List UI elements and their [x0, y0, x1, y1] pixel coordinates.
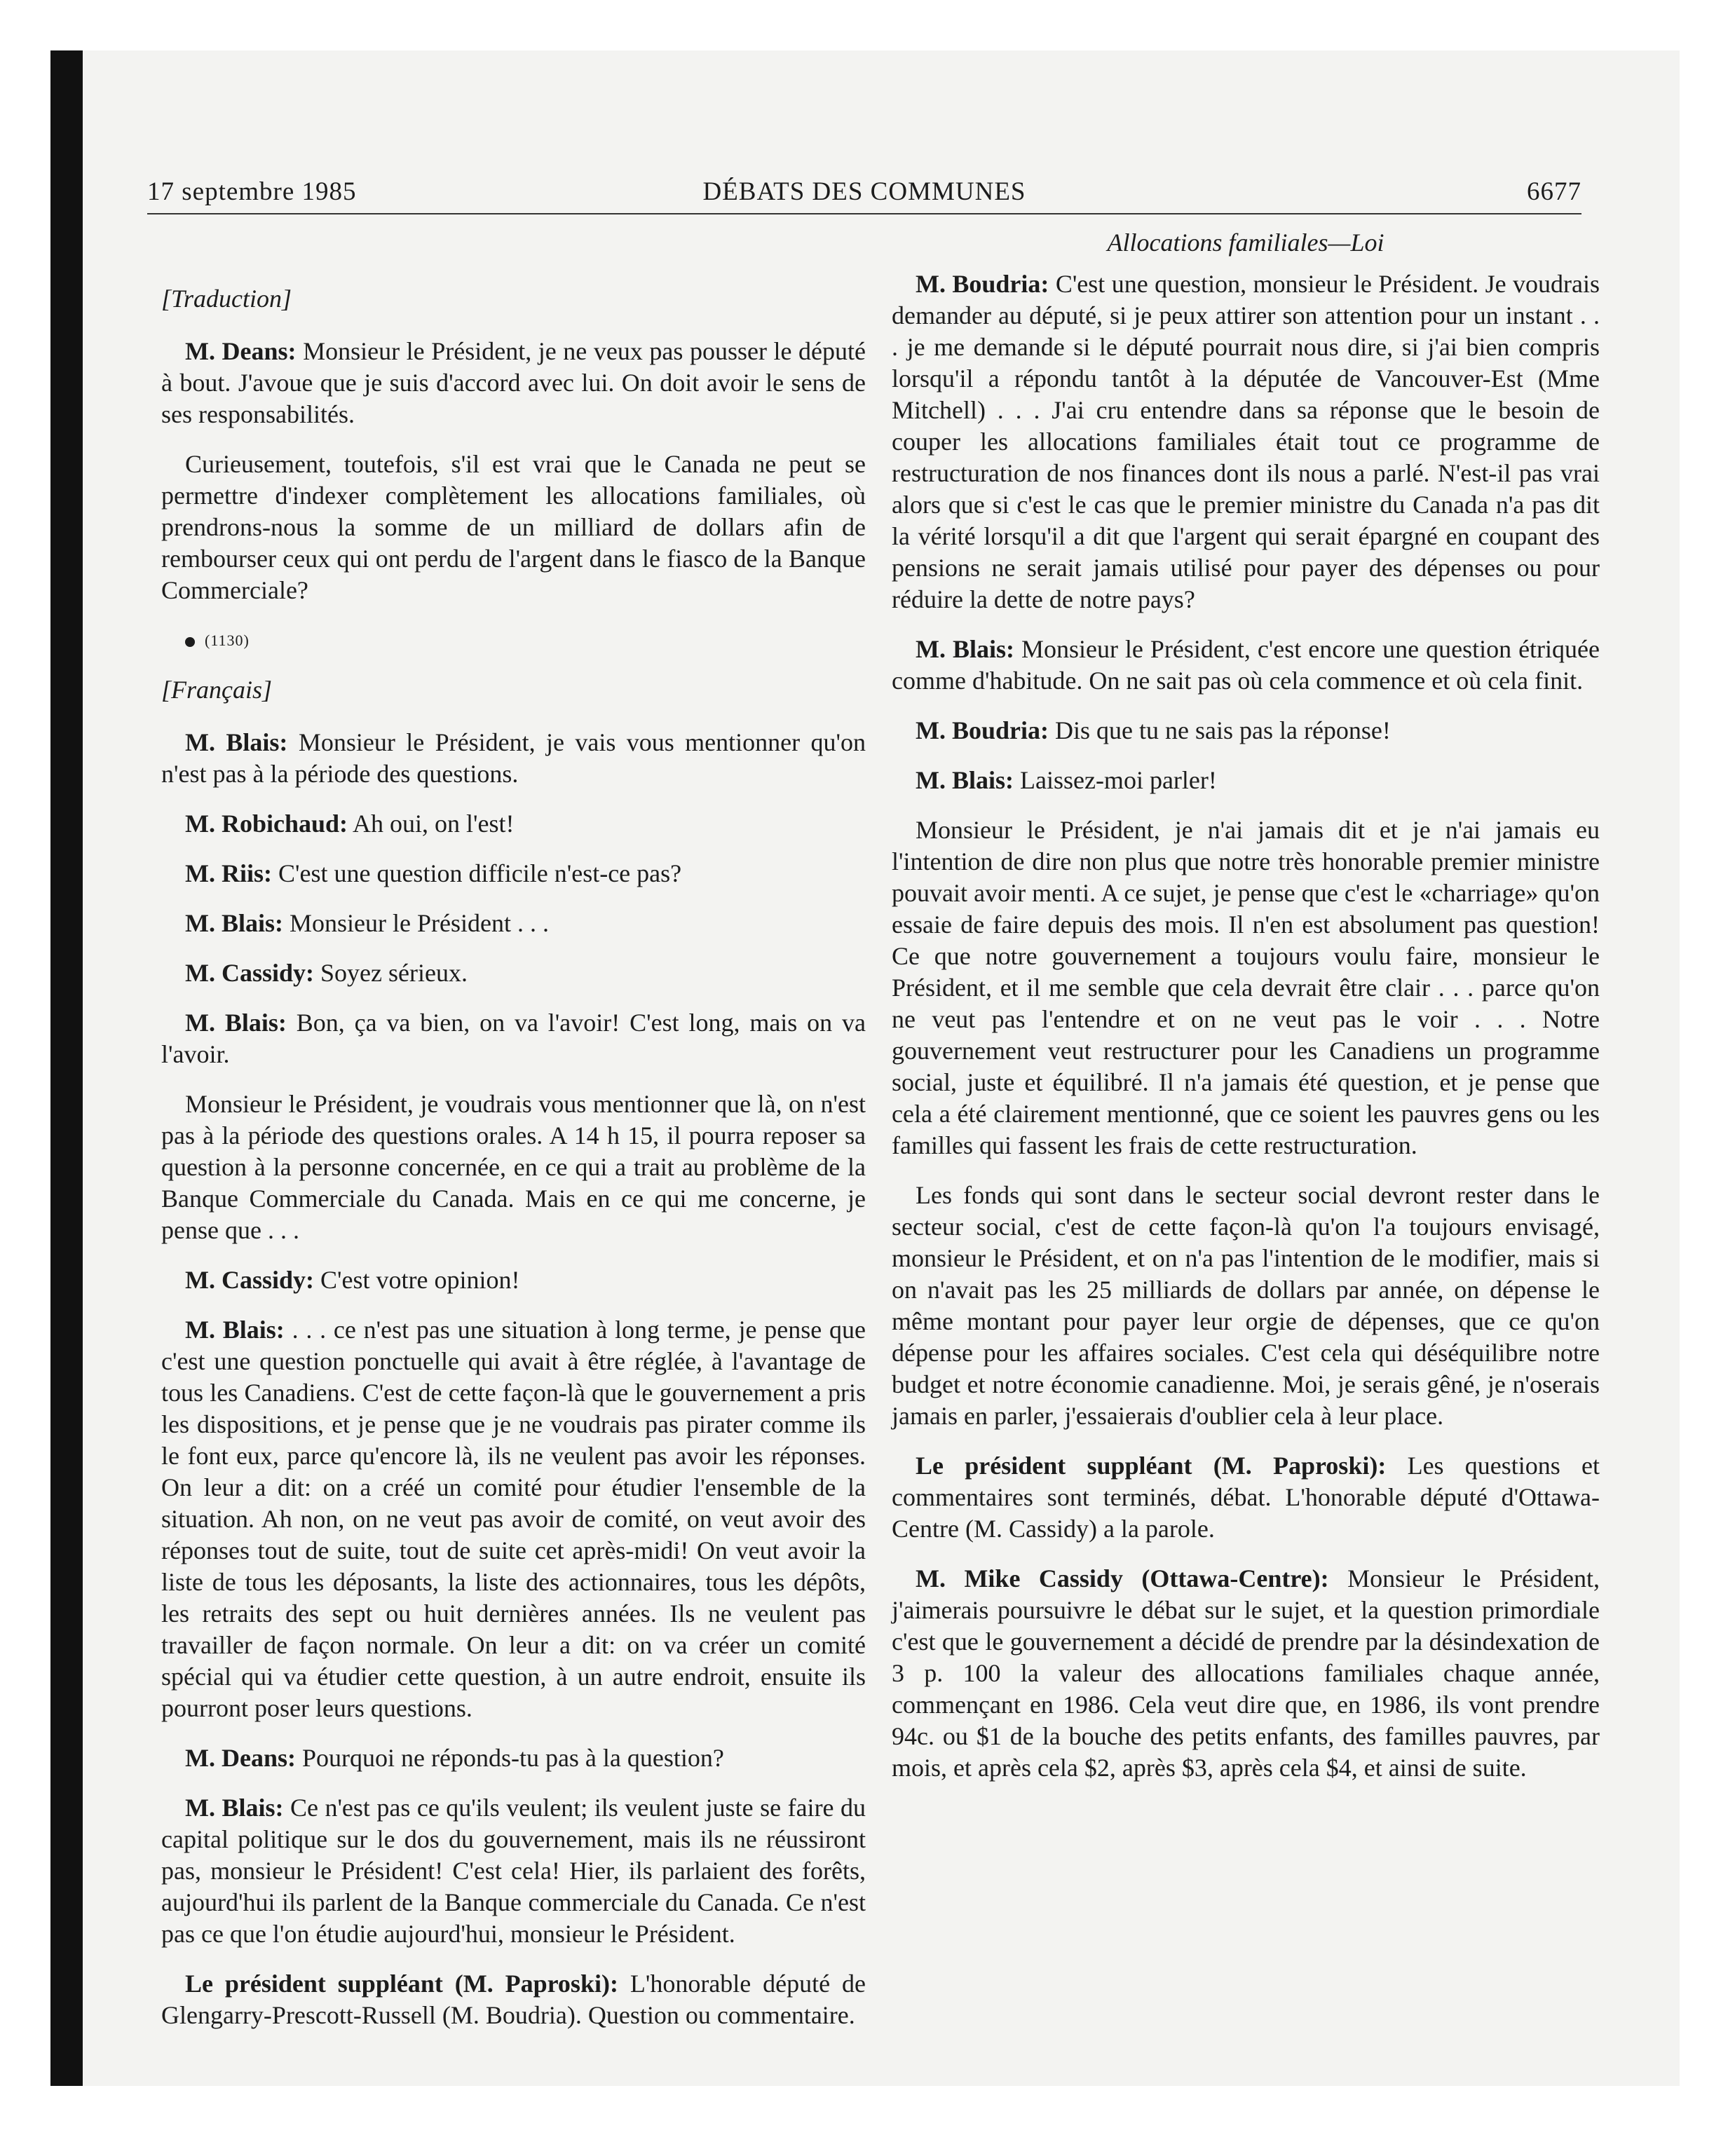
speech-cassidy-1 — [161, 957, 866, 989]
speaker-name: Le président suppléant (M. Paproski): — [916, 1452, 1387, 1480]
speech-cassidy-3 — [892, 1563, 1600, 1784]
page-header — [147, 177, 1581, 214]
header-page-number: 6677 — [1527, 177, 1581, 206]
speech-text: Bon, ça va bien, on va l'avoir! C'est long, mais on va l'avoir. — [161, 1009, 866, 1068]
speech-blais-3 — [161, 1007, 866, 1070]
speaker-name: M. Cassidy: — [185, 1266, 315, 1294]
speech-text: Les questions et commentaires sont terminés, débat. L'honorable député d'Ottawa-Centre (M. Cassidy) a la parole. — [892, 1452, 1600, 1543]
translation-tag: [Traduction] — [161, 285, 292, 313]
speech-robichaud — [161, 808, 866, 840]
speech-speaker-1 — [161, 1968, 866, 2031]
speech-paragraph: Les fonds qui sont dans le secteur social devront rester dans le secteur social, c'est de cette façon-là qu'on l'a toujours envisagé, monsieur le Président, et on n'a pas l'intention de le modifier, mais si on n'avait pas les 25 milliards de dollars par année, on dépense le même montant pour payer leur orgie de dépenses, que ce qu'on dépense pour les affaires sociales. C'est cela qui déséquilibre notre budget et notre économie canadienne. Moi, je serais gêné, je n'oserais jamais en parler, j'essaierais d'oublier cela à leur place. — [892, 1181, 1600, 1430]
header-title: DÉBATS DES COMMUNES — [702, 177, 1026, 206]
time-marker-text: (1130) — [205, 632, 250, 649]
speaker-name: M. Boudria: — [916, 716, 1049, 744]
speaker-name: M. Cassidy: — [185, 959, 315, 987]
speaker-name: M. Blais: — [916, 635, 1014, 663]
speaker-name: M. Blais: — [185, 1009, 287, 1037]
speaker-name: M. Blais: — [916, 766, 1014, 794]
speech-text: Soyez sérieux. — [320, 959, 468, 987]
speech-cassidy-2 — [161, 1264, 866, 1296]
speech-blais-6 — [892, 634, 1600, 697]
speech-blais-1 — [161, 727, 866, 790]
speech-blais-7 — [892, 765, 1600, 796]
speaker-name: M. Robichaud: — [185, 810, 348, 838]
speech-deans-2 — [161, 1742, 866, 1774]
speaker-name: M. Blais: — [185, 909, 283, 937]
speech-text: Laissez-moi parler! — [1020, 766, 1217, 794]
speech-text: C'est votre opinion! — [320, 1266, 520, 1294]
bullet-icon — [185, 637, 195, 647]
speech-boudria-2 — [892, 715, 1600, 746]
speaker-name: Le président suppléant (M. Paproski): — [185, 1970, 618, 1998]
running-head: Allocations familiales—Loi — [1107, 228, 1384, 257]
right-column — [892, 227, 1600, 1802]
speech-boudria-1 — [892, 268, 1600, 615]
time-marker — [161, 625, 866, 656]
speaker-name: M. Blais: — [185, 1316, 285, 1344]
speech-paragraph: Monsieur le Président, je n'ai jamais dit et je n'ai jamais eu l'intention de dire non plus que notre très honorable premier ministre pouvait avoir menti. A ce sujet, je pense que c'est le «charriage» qu'on essaie de faire depuis des mois. Il n'en est absolument pas question! Ce que notre gouvernement a toujours voulu faire, monsieur le Président, et il me semble que cela devrait être clair . . . parce qu'on ne veut pas l'entendre et on ne veut pas le voir . . . Notre gouvernement veut restructurer pour les Canadiens un programme social, juste et équilibré. Il n'a jamais été question, et je pense que cela a été clairement mentionné, que ce soient les pauvres gens ou les familles qui fassent les frais de cette restructuration. — [892, 816, 1600, 1159]
speech-text: Dis que tu ne sais pas la réponse! — [1055, 716, 1391, 744]
speech-text: C'est une question difficile n'est-ce pas? — [278, 859, 682, 887]
speech-paragraph: Curieusement, toutefois, s'il est vrai que le Canada ne peut se permettre d'indexer complètement les allocations familiales, où prendrons-nous la somme de un milliard de dollars afin de rembourser ceux qui ont perdu de l'argent dans le fiasco de la Banque Commerciale? — [161, 450, 866, 604]
speech-text: L'honorable député de Glengarry-Prescott-Russell (M. Boudria). Question ou commentaire. — [161, 1970, 866, 2029]
speech-text: Monsieur le Président, c'est encore une question étriquée comme d'habitude. On ne sait pas où cela commence et où cela finit. — [892, 635, 1600, 695]
speech-text: Monsieur le Président, je ne veux pas pousser le député à bout. J'avoue que je suis d'accord avec lui. On doit avoir le sens de ses responsabilités. — [161, 337, 866, 428]
left-column — [161, 276, 866, 2049]
speech-text: Pourquoi ne réponds-tu pas à la question? — [301, 1744, 724, 1772]
speaker-name: M. Riis: — [185, 859, 272, 887]
speech-deans-1 — [161, 336, 866, 430]
speaker-name: M. Deans: — [185, 337, 297, 365]
speech-text: Ce n'est pas ce qu'ils veulent; ils veulent juste se faire du capital politique sur le dos du gouvernement, mais ils ne réussiront pas, monsieur le Président! C'est cela! Hier, ils parlaient des forêts, aujourd'hui ils parlent de la Banque commerciale du Canada. Ce n'est pas ce que l'on étudie aujourd'hui, monsieur le Président. — [161, 1794, 866, 1948]
speech-blais-5 — [161, 1792, 866, 1950]
speech-text: . . . ce n'est pas une situation à long terme, je pense que c'est une question ponctuelle qui avait à être réglée, à l'avantage de tous les Canadiens. C'est de cette façon-là que le gouvernement a pris les dispositions, et je pense que je ne voudrais pas pirater comme ils le font eux, parce qu'encore là, ils ne veulent pas avoir les réponses. On leur a dit: on a créé un comité pour étudier l'ensemble de la situation. Ah non, on ne veut pas avoir de comité, on veut avoir des réponses tout de suite, tout de suite cet après-midi! On veut avoir la liste de tous les déposants, la liste des actionnaires, tous les dépôts, les retraits des sept ou huit dernières années. Ils ne veulent pas travailler de façon normale. On leur a dit: on va créer un comité spécial qui va étudier cette question, à un autre endroit, ensuite ils pourront poser leurs questions. — [161, 1316, 866, 1722]
binding-edge — [50, 50, 83, 2086]
speech-blais-4 — [161, 1314, 866, 1724]
speaker-name: M. Blais: — [185, 728, 288, 756]
speaker-name: M. Boudria: — [916, 270, 1049, 298]
speech-text: Monsieur le Président, j'aimerais poursuivre le débat sur le sujet, et la question primordiale c'est que le gouvernement a décidé de prendre par la désindexation de 3 p. 100 la valeur des allocations familiales chaque année, commençant en 1986. Cela veut dire que, en 1986, ils vont prendre 94c. ou $1 de la bouche des petits enfants, des familles pauvres, par mois, et après cela $2, après $3, après cela $4, et ainsi de suite. — [892, 1564, 1600, 1782]
language-tag: [Français] — [161, 676, 273, 704]
speech-blais-2 — [161, 908, 866, 939]
speech-riis — [161, 858, 866, 889]
speech-text: Ah oui, on l'est! — [353, 810, 515, 838]
header-date: 17 septembre 1985 — [147, 177, 357, 206]
speaker-name: M. Deans: — [185, 1744, 296, 1772]
speaker-name: M. Mike Cassidy (Ottawa-Centre): — [916, 1564, 1329, 1592]
speech-speaker-2 — [892, 1450, 1600, 1545]
speech-text: Monsieur le Président . . . — [290, 909, 549, 937]
speech-text: Monsieur le Président, je vais vous mentionner qu'on n'est pas à la période des questions. — [161, 728, 866, 788]
speech-text: C'est une question, monsieur le Président. Je voudrais demander au député, si je peux attirer son attention pour un instant . . . je me demande si le député pourrait nous dire, si j'ai bien compris lorsqu'il a répondu tantôt à la députée de Vancouver-Est (Mme Mitchell) . . . J'ai cru entendre dans sa réponse que le besoin de couper les allocations familiales était tout ce programme de restructuration de nos finances dont ils nous a parlé. N'est-il pas vrai alors que si c'est le cas que le premier ministre du Canada n'a pas dit la vérité lorsqu'il a dit que l'argent qui serait épargné en coupant des pensions ne serait jamais utilisé pour payer des dépenses ou pour réduire la dette de notre pays? — [892, 270, 1600, 613]
speaker-name: M. Blais: — [185, 1794, 284, 1822]
speech-paragraph: Monsieur le Président, je voudrais vous mentionner que là, on n'est pas à la période des questions orales. A 14 h 15, il pourra reposer sa question à la personne concernée, en ce qui a trait au problème de la Banque Commerciale du Canada. Mais en ce qui me concerne, je pense que . . . — [161, 1090, 866, 1244]
